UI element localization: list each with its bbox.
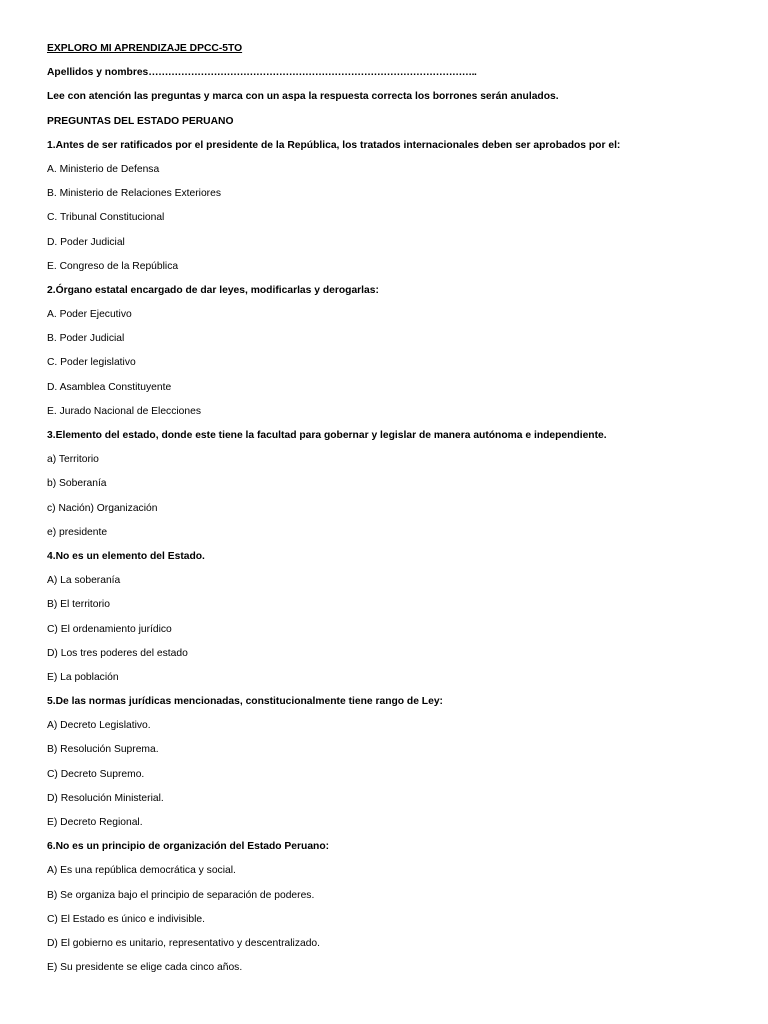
answer-option: B. Poder Judicial (47, 333, 125, 345)
answer-option: B) El territorio (47, 599, 110, 611)
answer-option: A. Ministerio de Defensa (47, 163, 160, 175)
answer-option: B. Ministerio de Relaciones Exteriores (47, 188, 221, 200)
answer-option: D. Poder Judicial (47, 236, 125, 248)
name-dots: ……………………………………………………………………………………….. (148, 67, 477, 79)
answer-option: c) Nación) Organización (47, 502, 158, 514)
questions-list (47, 134, 737, 981)
answer-option: B) Resolución Suprema. (47, 744, 159, 756)
answer-option: e) presidente (47, 526, 108, 538)
name-label: Apellidos y nombres (47, 67, 149, 79)
answer-option: C. Tribunal Constitucional (47, 212, 165, 224)
document-page (47, 37, 737, 980)
answer-option: b) Soberanía (47, 478, 107, 490)
answer-option: C) Decreto Supremo. (47, 768, 145, 780)
answer-option: C) El Estado es único e indivisible. (47, 913, 205, 925)
question-text: 4.No es un elemento del Estado. (47, 550, 205, 562)
answer-option: D) Resolución Ministerial. (47, 792, 164, 804)
question-text: 3.Elemento del estado, donde este tiene la facultad para gobernar y legislar de manera autónoma e independiente. (47, 430, 607, 441)
answer-option: E) Decreto Regional. (47, 817, 143, 828)
section-heading: PREGUNTAS DEL ESTADO PERUANO (47, 115, 234, 127)
answer-option: E) Su presidente se elige cada cinco años. (47, 962, 243, 974)
instructions: Lee con atención las preguntas y marca con un aspa la respuesta correcta los borrones serán anulados. (47, 91, 559, 103)
answer-option: A) Es una república democrática y social. (47, 865, 236, 877)
answer-option: a) Territorio (47, 454, 99, 466)
question-text: 5.De las normas jurídicas mencionadas, constitucionalmente tiene rango de Ley: (47, 696, 443, 708)
answer-option: E. Jurado Nacional de Elecciones (47, 405, 201, 417)
answer-option: E) La población (47, 671, 119, 683)
answer-option: C. Poder legislativo (47, 357, 136, 369)
answer-option: D) El gobierno es unitario, representativo y descentralizado. (47, 937, 321, 949)
answer-option: E. Congreso de la República (47, 260, 179, 272)
question-text: 1.Antes de ser ratificados por el presidente de la República, los tratados internacionales deben ser aprobados por el: (47, 139, 621, 151)
name-field-line (47, 61, 737, 85)
answer-option: D) Los tres poderes del estado (47, 647, 188, 659)
answer-option: D. Asamblea Constituyente (47, 381, 172, 393)
answer-option: B) Se organiza bajo el principio de separación de poderes. (47, 889, 315, 901)
answer-option: A. Poder Ejecutivo (47, 309, 132, 321)
document-title: EXPLORO MI APRENDIZAJE DPCC-5TO (47, 43, 243, 54)
answer-option: A) Decreto Legislativo. (47, 720, 151, 732)
question-text: 6.No es un principio de organización del Estado Peruano: (47, 841, 330, 853)
question-text: 2.Órgano estatal encargado de dar leyes, modificarlas y derogarlas: (47, 284, 379, 296)
answer-option: A) La soberanía (47, 575, 121, 587)
answer-option: C) El ordenamiento jurídico (47, 623, 172, 635)
